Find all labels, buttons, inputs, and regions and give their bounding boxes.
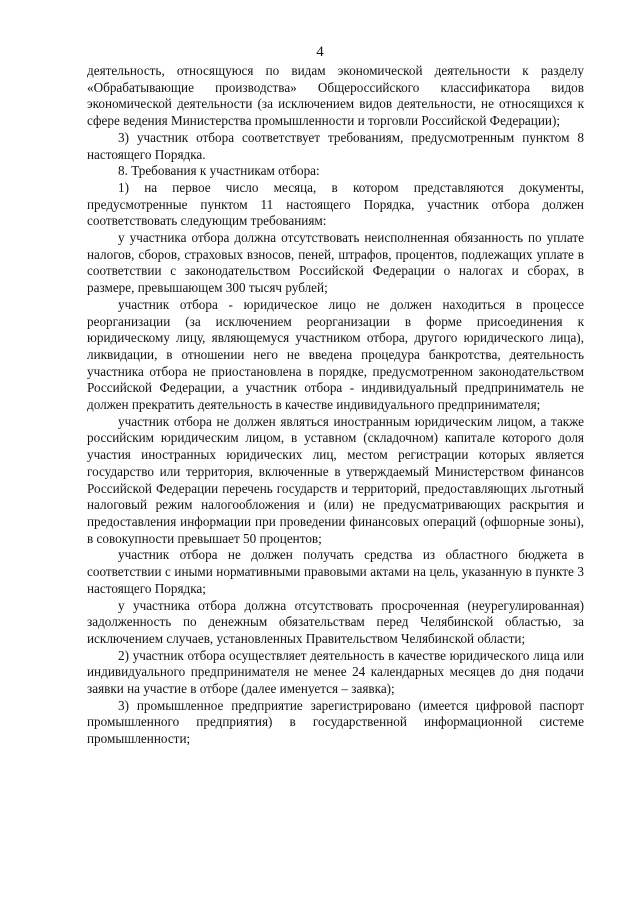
paragraph-item-3-registration: 3) промышленное предприятие зарегистрировано (имеется цифровой паспорт промышленного предприятия) в государственной информационной системе промышленности;	[87, 697, 584, 747]
paragraph-budget-funds: участник отбора не должен получать средства из областного бюджета в соответствии с иными нормативными правовыми актами на цель, указанную в пункте 3 настоящего Порядка;	[87, 547, 584, 596]
paragraph-foreign-entity: участник отбора не должен являться иностранным юридическим лицом, а также российским юридическим лицом, в уставном (складочном) капитале которого доля участия иностранных юридических лиц, местом регистрации которых является государство или территория, включенные в утверждаемый Министерством финансов Российской Федерации перечень государств и территорий, предоставляющих льготный налоговый режим налогообложения и (или) не предусматривающих раскрытия и предоставления информации при проведении финансовых операций (офшорные зоны), в совокупности превышает 50 процентов;	[87, 413, 584, 546]
paragraph-reorganization: участник отбора - юридическое лицо не должен находиться в процессе реорганизации (за исключением реорганизации в форме присоединения к юридическому лицу, являющемуся участником отбора, другого юридического лица), ликвидации, в отношении него не введена процедура банкротства, деятельность участника отбора не приостановлена в порядке, предусмотренном законодательством Российской Федерации, а участник отбора - индивидуальный предприниматель не должен прекратить деятельность в качестве индивидуального предпринимателя;	[87, 296, 584, 413]
paragraph-overdue-debt: у участника отбора должна отсутствовать просроченная (неурегулированная) задолженность по денежным обязательствам перед Челябинской областью, за исключением случаев, установленных Правительством Челябинской области;	[87, 597, 584, 646]
document-body	[87, 63, 584, 748]
paragraph-item-1: 1) на первое число месяца, в котором представляются документы, предусмотренные пунктом 11 настоящего Порядка, участник отбора должен соответствовать следующим требованиям:	[87, 179, 584, 229]
paragraph-item-3-criteria: 3) участник отбора соответствует требованиям, предусмотренным пунктом 8 настоящего Порядка.	[87, 129, 584, 162]
page-number: 4	[316, 44, 324, 60]
paragraph-tax-obligation: у участника отбора должна отсутствовать неисполненная обязанность по уплате налогов, сборов, страховых взносов, пеней, штрафов, процентов, подлежащих уплате в соответствии с законодательством Российской Федерации о налогах и сборах, в размере, превышающем 300 тысяч рублей;	[87, 230, 584, 296]
section-heading-8: 8. Требования к участникам отбора:	[118, 163, 320, 179]
paragraph-item-2: 2) участник отбора осуществляет деятельность в качестве юридического лица или индивидуального предпринимателя не менее 24 календарных месяцев до дня подачи заявки на участие в отборе (далее именуется – заявка);	[87, 647, 584, 697]
paragraph-continuation: деятельность, относящуюся по видам экономической деятельности к разделу «Обрабатывающие производства» Общероссийского классификатора видов экономической деятельности (за исключением видов деятельности, не относящихся к сфере ведения Министерства промышленности и торговли Российской Федерации);	[87, 63, 584, 129]
